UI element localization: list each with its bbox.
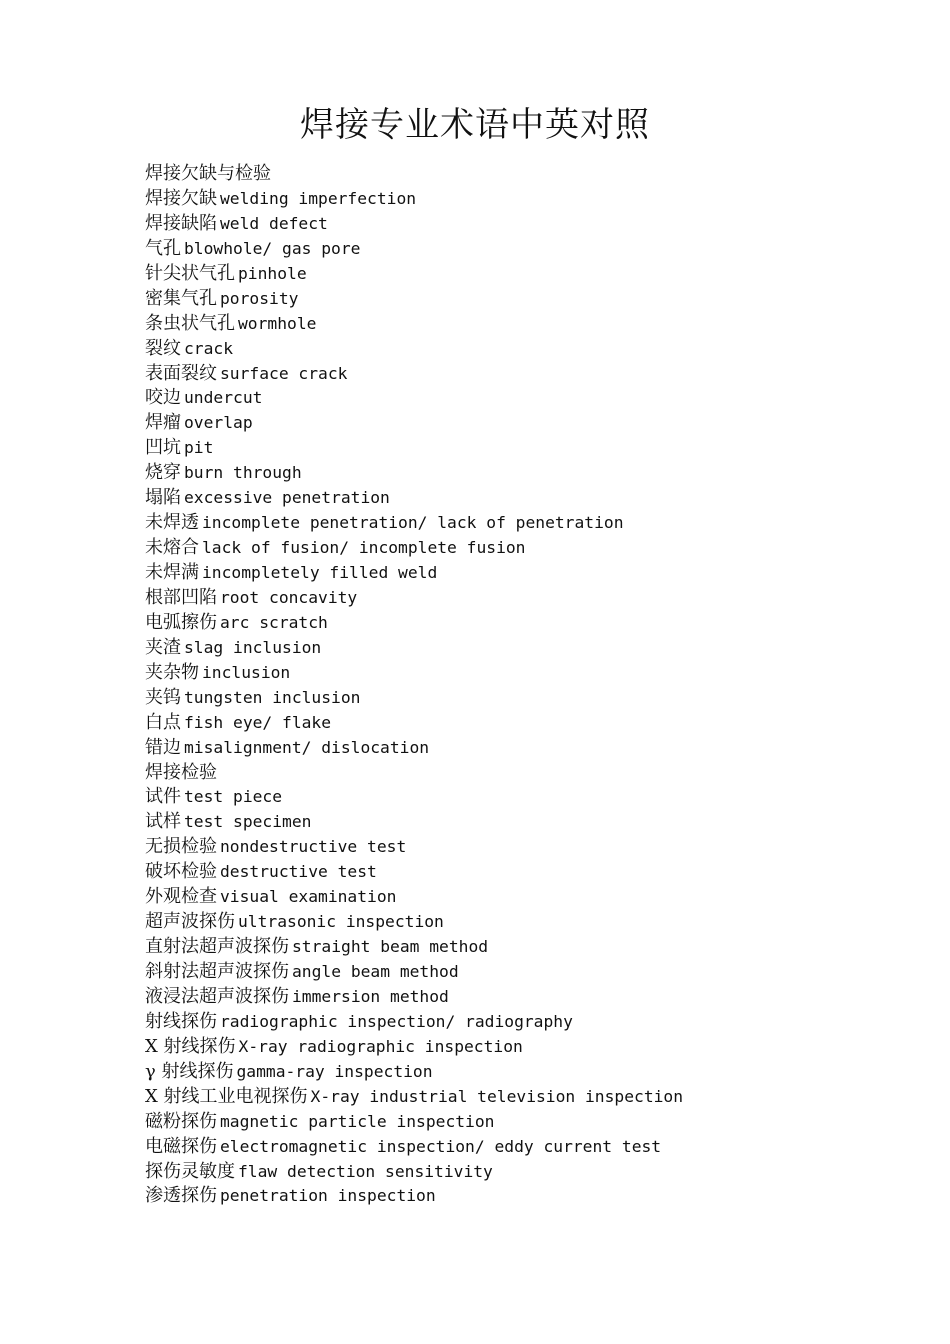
term-chinese: 试样 <box>145 811 181 833</box>
term-chinese: 外观检查 <box>145 886 217 908</box>
term-english: penetration inspection <box>220 1186 436 1206</box>
term-row <box>145 511 905 536</box>
term-chinese: 夹钨 <box>145 686 181 708</box>
term-chinese: X 射线工业电视探伤 <box>145 1085 308 1107</box>
term-chinese: 电磁探伤 <box>145 1135 217 1157</box>
term-english: visual examination <box>220 887 397 907</box>
term-row <box>145 312 905 337</box>
term-chinese: 探伤灵敏度 <box>145 1160 235 1182</box>
term-english: immersion method <box>292 986 449 1006</box>
term-english: surface crack <box>220 363 348 383</box>
term-row <box>145 362 905 387</box>
term-english: destructive test <box>220 862 377 882</box>
term-english: tungsten inclusion <box>184 687 361 707</box>
term-row <box>145 1110 905 1135</box>
term-row <box>145 461 905 486</box>
term-row <box>145 611 905 636</box>
term-chinese: 针尖状气孔 <box>145 262 235 284</box>
term-row <box>145 761 905 786</box>
term-list <box>145 162 905 1209</box>
term-english: root concavity <box>220 587 358 607</box>
term-english: magnetic particle inspection <box>220 1111 495 1131</box>
term-chinese: 表面裂纹 <box>145 362 217 384</box>
term-chinese: 焊瘤 <box>145 412 181 434</box>
term-row <box>145 262 905 287</box>
term-row <box>145 187 905 212</box>
term-english: welding imperfection <box>220 188 417 208</box>
term-english: electromagnetic inspection/ eddy current test <box>220 1136 662 1156</box>
term-chinese: 未焊透 <box>145 512 199 534</box>
term-row <box>145 436 905 461</box>
term-chinese: 烧穿 <box>145 462 181 484</box>
term-english: test specimen <box>184 812 312 832</box>
term-row <box>145 1085 905 1110</box>
term-english: blowhole/ gas pore <box>184 238 361 258</box>
term-english: inclusion <box>202 662 291 682</box>
term-english: X-ray radiographic inspection <box>238 1036 523 1056</box>
term-row <box>145 686 905 711</box>
term-chinese: 焊接欠缺与检验 <box>145 163 271 184</box>
term-english: pinhole <box>238 263 307 283</box>
term-row <box>145 561 905 586</box>
term-row <box>145 486 905 511</box>
term-chinese: 焊接检验 <box>145 761 217 783</box>
term-chinese: X 射线探伤 <box>145 1035 236 1057</box>
term-english: overlap <box>184 413 253 433</box>
term-chinese: 液浸法超声波探伤 <box>145 985 289 1007</box>
document-title: 焊接专业术语中英对照 <box>300 105 650 145</box>
term-chinese: 气孔 <box>145 237 181 259</box>
term-chinese: 塌陷 <box>145 487 181 509</box>
term-chinese: 白点 <box>145 711 181 733</box>
term-row <box>145 960 905 985</box>
term-english: ultrasonic inspection <box>238 912 444 932</box>
term-chinese: 条虫状气孔 <box>145 312 235 334</box>
term-chinese: 密集气孔 <box>145 287 217 309</box>
term-row <box>145 1060 905 1085</box>
term-chinese: 根部凹陷 <box>145 586 217 608</box>
term-chinese: 未焊满 <box>145 562 199 583</box>
term-chinese: γ 射线探伤 <box>145 1060 234 1082</box>
term-chinese: 磁粉探伤 <box>145 1110 217 1132</box>
term-row <box>145 411 905 436</box>
term-chinese: 无损检验 <box>145 836 217 858</box>
term-english: fish eye/ flake <box>184 712 332 732</box>
term-chinese: 直射法超声波探伤 <box>145 936 289 958</box>
term-row <box>145 661 905 686</box>
term-chinese: 夹杂物 <box>145 661 199 683</box>
term-english: nondestructive test <box>220 837 407 857</box>
term-chinese: 凹坑 <box>145 437 181 459</box>
term-chinese: 未熔合 <box>145 537 199 559</box>
term-row <box>145 1135 905 1160</box>
term-row <box>145 1035 905 1060</box>
term-english: straight beam method <box>292 937 489 957</box>
term-english: pit <box>184 438 214 458</box>
term-chinese: 渗透探伤 <box>145 1185 217 1207</box>
term-chinese: 斜射法超声波探伤 <box>145 961 289 982</box>
term-english: burn through <box>184 463 302 483</box>
term-english: weld defect <box>220 213 328 233</box>
term-chinese: 裂纹 <box>145 337 181 359</box>
term-english: lack of fusion/ incomplete fusion <box>202 538 526 558</box>
term-english: incomplete penetration/ lack of penetration <box>202 513 624 533</box>
term-english: crack <box>184 338 234 358</box>
term-row <box>145 985 905 1010</box>
term-english: slag inclusion <box>184 637 322 657</box>
term-english: angle beam method <box>292 962 459 981</box>
term-row <box>145 386 905 411</box>
term-english: X-ray industrial television inspection <box>310 1086 684 1106</box>
term-row <box>145 1160 905 1185</box>
term-chinese: 焊接欠缺 <box>145 187 217 209</box>
term-chinese: 夹渣 <box>145 636 181 658</box>
term-row <box>145 1010 905 1035</box>
term-english: arc scratch <box>220 612 328 632</box>
term-english: misalignment/ dislocation <box>184 737 430 757</box>
term-row <box>145 237 905 262</box>
term-row <box>145 337 905 362</box>
term-chinese: 超声波探伤 <box>145 911 235 933</box>
term-row <box>145 287 905 312</box>
term-chinese: 错边 <box>145 736 181 758</box>
term-row <box>145 810 905 835</box>
term-english: flaw detection sensitivity <box>238 1161 493 1181</box>
term-row <box>145 860 905 885</box>
term-english: excessive penetration <box>184 488 390 508</box>
term-chinese: 破坏检验 <box>145 861 217 883</box>
term-chinese: 焊接缺陷 <box>145 212 217 234</box>
term-row <box>145 586 905 611</box>
term-row <box>145 835 905 860</box>
term-row <box>145 785 905 810</box>
term-row <box>145 935 905 960</box>
term-row <box>145 636 905 661</box>
term-chinese: 电弧擦伤 <box>145 611 217 633</box>
term-chinese: 射线探伤 <box>145 1010 217 1032</box>
term-english: incompletely filled weld <box>202 563 438 582</box>
term-english: gamma-ray inspection <box>236 1061 433 1081</box>
term-row <box>145 711 905 736</box>
term-row <box>145 536 905 561</box>
term-english: radiographic inspection/ radiography <box>220 1011 573 1031</box>
term-chinese: 试件 <box>145 786 181 808</box>
term-english: test piece <box>184 787 283 807</box>
term-row <box>145 885 905 910</box>
term-row <box>145 162 905 187</box>
term-row <box>145 1184 905 1209</box>
term-english: porosity <box>220 288 299 308</box>
term-english: wormhole <box>238 313 317 333</box>
term-english: undercut <box>184 388 263 408</box>
term-row <box>145 212 905 237</box>
term-row <box>145 910 905 935</box>
term-chinese: 咬边 <box>145 387 181 409</box>
term-row <box>145 736 905 761</box>
